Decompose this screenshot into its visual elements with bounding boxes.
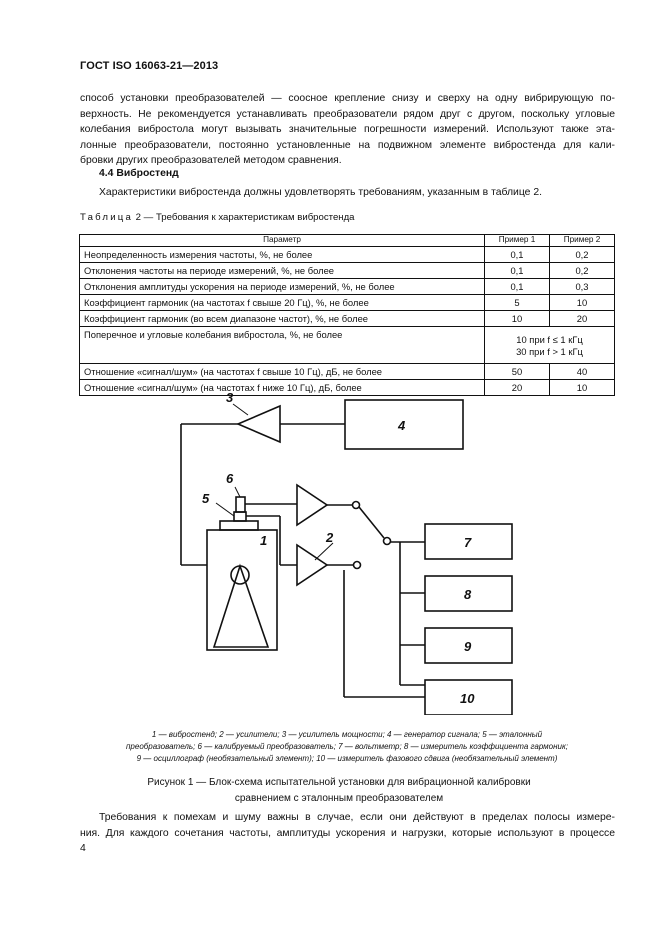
cell-merged-line: 10 при f ≤ 1 кГц [516, 334, 583, 345]
table-header-row [80, 235, 615, 247]
table-row [80, 295, 615, 311]
table-row [80, 247, 615, 263]
cell-ex2: 10 [550, 380, 615, 396]
cell-ex2: 10 [550, 295, 615, 311]
cell-ex1: 0,1 [485, 279, 550, 295]
table-row [80, 311, 615, 327]
paragraph-requirements: Характеристики вибростенда должны удовлетворять требованиям, указанным в таблице 2. [99, 187, 543, 198]
cell-param: Отношение «сигнал/шум» (на частотах f свыше 10 Гц), дБ, не более [80, 364, 485, 380]
cell-param: Коэффициент гармоник (во всем диапазоне частот), %, не более [80, 311, 485, 327]
figure-caption-line: сравнением с эталонным преобразователем [234, 792, 444, 804]
cell-ex1: 0,1 [485, 263, 550, 279]
paragraph-line: способ установки преобразователей — соосное крепление снизу и сверху на одну вибрирующую по- [80, 93, 615, 104]
table-caption-prefix: Таблица [80, 212, 134, 223]
cell-ex2: 0,2 [550, 247, 615, 263]
header-parameter: Параметр [80, 235, 485, 247]
figure-caption-line: Рисунок 1 — Блок-схема испытательной установки для вибрационной калибровки [147, 777, 531, 788]
header-example-2: Пример 2 [550, 235, 615, 247]
amplifier-lower-symbol [297, 545, 327, 585]
cell-param: Отклонения частоты на периоде измерений, %, не более [80, 263, 485, 279]
cell-param: Поперечное и угловые колебания вибростола, %, не более [80, 327, 485, 364]
paragraph-line: колебания вибростола могут вызывать значительные погрешности измерений. Используют также эта- [80, 124, 615, 136]
power-amplifier-symbol [238, 406, 280, 442]
diagram-label-10: 10 [460, 691, 475, 706]
switch-contact-upper [353, 502, 360, 509]
cell-param: Отклонения амплитуды ускорения на периоде измерений, %, не более [80, 279, 485, 295]
cell-ex2: 0,2 [550, 263, 615, 279]
figure-legend-line: 9 — осциллограф (необязательный элемент); 10 — измеритель фазового сдвига (необязательный элемент) [136, 754, 558, 763]
reference-transducer [234, 512, 246, 521]
table-row [80, 327, 615, 364]
calibrated-transducer [236, 497, 245, 512]
cell-ex1: 5 [485, 295, 550, 311]
cell-ex1: 50 [485, 364, 550, 380]
paragraph-line: ния. Для каждого сочетания частоты, амплитуды ускорения и нагрузки, которые используют в процессе [80, 827, 615, 839]
cell-merged-line: 30 при f > 1 кГц [516, 346, 583, 357]
paragraph-line: верхность. Не рекомендуется устанавливать преобразователи рядом друг с другом, поскольку угловые [80, 108, 615, 120]
table-row [80, 279, 615, 295]
diagram-label-8: 8 [464, 587, 472, 602]
page-number: 4 [80, 843, 86, 854]
table-caption-text: 2 — Требования к характеристикам вибростенда [133, 212, 355, 223]
cell-ex1: 10 [485, 311, 550, 327]
diagram-label-3: 3 [226, 390, 234, 405]
switch-common-contact [384, 538, 391, 545]
cell-ex1: 0,1 [485, 247, 550, 263]
requirements-table [79, 234, 615, 396]
paragraph-noise-requirements [80, 810, 615, 841]
exciter-support [214, 566, 268, 647]
paragraph-transducer-mounting [80, 91, 615, 169]
diagram-label-9: 9 [464, 639, 472, 654]
paragraph-line: Требования к помехам и шуму важны в случае, если они действуют в пределах полосы измере- [99, 812, 615, 823]
document-header: ГОСТ ISO 16063-21—2013 [80, 60, 219, 72]
cell-merged [485, 327, 615, 364]
header-example-1: Пример 1 [485, 235, 550, 247]
cell-param: Отношение «сигнал/шум» (на частотах f ниже 10 Гц), дБ, более [80, 380, 485, 396]
block-diagram [150, 385, 520, 715]
diagram-label-2: 2 [326, 530, 334, 545]
table-caption [80, 212, 355, 223]
figure-legend-line: преобразователь; 6 — калибруемый преобразователь; 7 — вольтметр; 8 — измеритель коэффициента гармоник; [126, 742, 568, 751]
selector-switch [359, 507, 384, 538]
cell-ex2: 20 [550, 311, 615, 327]
figure-caption [100, 775, 578, 806]
cell-ex2: 0,3 [550, 279, 615, 295]
cell-param: Неопределенность измерения частоты, %, не более [80, 247, 485, 263]
cell-param: Коэффициент гармоник (на частотах f свыше 20 Гц), %, не более [80, 295, 485, 311]
diagram-label-7: 7 [464, 535, 472, 550]
cell-ex1: 20 [485, 380, 550, 396]
diagram-label-6: 6 [226, 471, 234, 486]
section-heading: 4.4 Вибростенд [99, 168, 179, 179]
diagram-label-5: 5 [202, 491, 210, 506]
vibration-exciter-body [207, 530, 277, 650]
exciter-table [220, 521, 258, 530]
exciter-roller [231, 566, 249, 584]
amplifier-upper-symbol [297, 485, 327, 525]
cell-ex2: 40 [550, 364, 615, 380]
diagram-label-1: 1 [260, 533, 268, 548]
switch-contact-lower [354, 562, 361, 569]
figure-legend-line: 1 — вибростенд; 2 — усилители; 3 — усилитель мощности; 4 — генератор сигнала; 5 — эталонный [151, 730, 543, 739]
table-row [80, 263, 615, 279]
table-row [80, 364, 615, 380]
paragraph-line: лонные преобразователи, постоянно установленные на подвижном элементе вибростенда для кали- [80, 139, 615, 151]
diagram-label-4: 4 [398, 418, 406, 433]
paragraph-line: бровки других преобразователей методом сравнения. [80, 155, 342, 167]
